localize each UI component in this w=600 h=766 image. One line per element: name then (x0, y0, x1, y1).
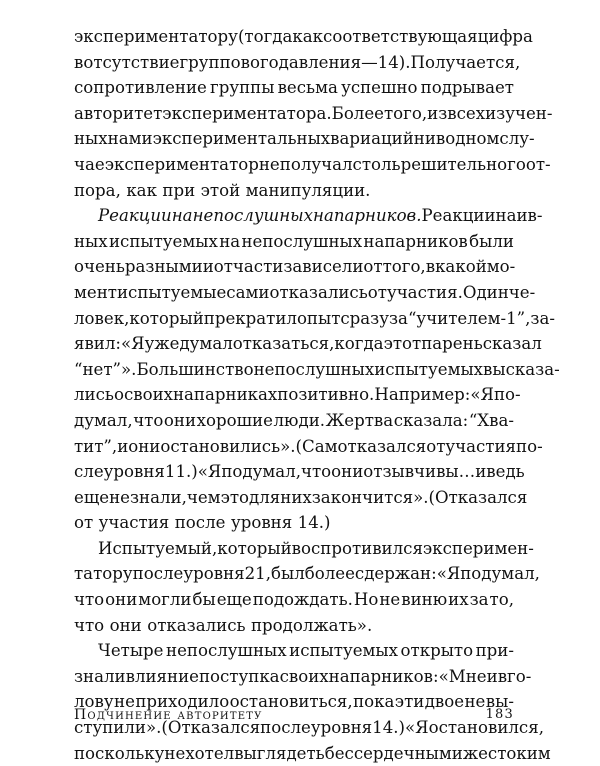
word: уровня (230, 513, 293, 533)
word: остановиться, (229, 692, 353, 712)
word: в (497, 666, 508, 686)
word: них (280, 487, 312, 507)
word: (Отказался (161, 718, 261, 738)
word: хорошие (196, 410, 273, 430)
word: Испытуемый, (98, 538, 218, 558)
word: и (486, 666, 498, 686)
paragraph (74, 203, 560, 536)
word: 14). (377, 52, 411, 72)
text-line (74, 408, 514, 434)
book-title: Подчинение авторитету (74, 707, 263, 723)
word: и (451, 743, 463, 763)
word: парень (421, 334, 483, 354)
word: по- (493, 385, 521, 405)
word: по- (516, 436, 543, 456)
word: непослушных (166, 641, 287, 661)
word: давления (278, 52, 362, 72)
text-line (74, 229, 514, 255)
italic-word: непослушных (192, 206, 314, 226)
word: для (249, 487, 281, 507)
word: от (74, 513, 94, 533)
word: ступили». (74, 718, 162, 738)
word: отказались (269, 282, 368, 302)
word: они (109, 615, 142, 635)
word: какой (435, 257, 487, 277)
text-line (74, 434, 543, 460)
word: продолжать». (251, 615, 373, 635)
word: думал (179, 334, 233, 354)
word: че- (508, 282, 536, 302)
word: отсутствие (83, 52, 180, 72)
word: ных (74, 129, 108, 149)
word: могли (138, 590, 192, 610)
text-line (74, 741, 551, 766)
word: как (126, 180, 157, 200)
word: поступка (198, 666, 280, 686)
word: цифра (477, 27, 533, 46)
word: группового (179, 52, 279, 72)
text-line (74, 152, 551, 178)
word: Реакции (421, 206, 496, 226)
page-text (74, 24, 560, 766)
word: выглядеть (234, 743, 325, 763)
word: того, (382, 257, 426, 277)
word: вариаций (330, 129, 414, 149)
word: что (74, 615, 105, 635)
word: в (435, 129, 446, 149)
word: 14.) (372, 718, 406, 738)
word: лись (74, 385, 114, 405)
word: Один (462, 282, 509, 302)
word: они (163, 410, 197, 430)
italic-word: Реакции (98, 206, 172, 226)
word: мент (74, 282, 117, 302)
text-line (74, 510, 514, 536)
word: сами (226, 282, 270, 302)
word: не (464, 692, 486, 712)
word: участия (445, 436, 517, 456)
italic-word: на (171, 206, 193, 226)
word: уже (144, 334, 180, 354)
word: они (331, 462, 364, 482)
word: от (426, 436, 446, 456)
word: еще (74, 487, 110, 507)
word: были (469, 231, 514, 251)
word: тит”, (74, 436, 118, 456)
word: когда (334, 334, 384, 354)
word: виню (401, 590, 448, 610)
word: своих (279, 666, 329, 686)
text-line (74, 485, 528, 511)
word: ных (74, 231, 108, 251)
word: татору (74, 564, 133, 584)
word: за- (530, 308, 555, 328)
word: и (117, 436, 129, 456)
word: наив- (495, 206, 543, 226)
word: эти (394, 692, 425, 712)
word: после (174, 513, 226, 533)
word: ловек, (74, 308, 130, 328)
word: они (128, 436, 161, 456)
paragraph (74, 638, 551, 766)
word: Четыре (98, 641, 164, 661)
word: экспериментатору (74, 27, 238, 46)
word: Большинство (136, 359, 254, 379)
word: всех (447, 103, 486, 123)
word: высказа- (483, 359, 560, 379)
word: подумал, (221, 462, 301, 482)
word: знали (74, 666, 126, 686)
word: приходило (135, 692, 230, 712)
word: ни (413, 129, 436, 149)
word: пора, (74, 180, 121, 200)
text-line (74, 75, 514, 101)
word: не (258, 154, 280, 174)
word: отказаться, (232, 334, 335, 354)
word: испытуемых (108, 231, 218, 251)
word: решительного (400, 154, 526, 174)
word: хотел (185, 743, 235, 763)
word: отказались (147, 615, 246, 635)
word: не (114, 692, 135, 712)
word: при (162, 180, 196, 200)
word: экспериментатора. (162, 103, 332, 123)
word: что (301, 462, 332, 482)
word: Жертва (325, 410, 394, 430)
word: “Хва- (468, 410, 514, 430)
word: участия. (386, 282, 463, 302)
word: Например: (374, 385, 471, 405)
word: за (389, 308, 408, 328)
text-line (74, 280, 536, 306)
word: жестоким (462, 743, 551, 763)
word: — (361, 52, 378, 72)
word: открыто (400, 641, 474, 661)
word: их (448, 590, 469, 610)
text-line (74, 178, 514, 204)
word: участия (98, 513, 170, 533)
word: изучен- (485, 103, 553, 123)
word: испытуемые (116, 282, 227, 302)
word: разными (124, 257, 203, 277)
word: подумал, (460, 564, 540, 584)
word: напарников (363, 231, 468, 251)
word: нами (107, 129, 153, 149)
word: закончится». (311, 487, 429, 507)
word: то, (489, 590, 514, 610)
word: «Я (436, 564, 461, 584)
word: Но (353, 590, 379, 610)
text-line (74, 24, 533, 50)
word: они (105, 590, 138, 610)
word: “учителем-1”, (407, 308, 531, 328)
word: непослушных (241, 231, 363, 251)
word: экспериментатор (104, 154, 259, 174)
word: испытуемых (374, 359, 484, 379)
word: авторитет (74, 103, 163, 123)
word: остановились». (160, 436, 296, 456)
text-line (74, 50, 521, 76)
word: этот (383, 334, 422, 354)
word: за (469, 590, 489, 610)
word: испытуемых (289, 641, 398, 661)
word: мо- (486, 257, 516, 277)
text-line (74, 638, 514, 664)
word: (Отказался (428, 487, 528, 507)
word: сказала: (393, 410, 469, 430)
word: своих (123, 385, 173, 405)
text-line (74, 126, 535, 152)
word: этой (200, 180, 241, 200)
text-line (74, 587, 514, 613)
word: экспериментальных (152, 129, 331, 149)
word: после (132, 564, 184, 584)
running-footer (74, 707, 514, 723)
word: подождать. (252, 590, 353, 610)
word: более (304, 564, 355, 584)
word: “нет”». (74, 359, 137, 379)
word: успешно (341, 78, 418, 98)
text-line (74, 459, 525, 485)
word: опыт (296, 308, 341, 328)
word: бы (192, 590, 216, 610)
word: позитивно. (277, 385, 375, 405)
word: эксперимен- (422, 538, 534, 558)
word: весьма (277, 78, 338, 98)
word: явил: (74, 334, 122, 354)
word: получал (279, 154, 353, 174)
word: Получается, (410, 52, 521, 72)
text-line (74, 254, 514, 280)
word: лову (74, 692, 114, 712)
word: слу- (499, 129, 535, 149)
word: отчасти (213, 257, 284, 277)
word: что (133, 410, 164, 430)
word: влияние (125, 666, 199, 686)
word: сле (74, 462, 104, 482)
text-line (74, 331, 542, 357)
text-line (74, 357, 560, 383)
word: (Сам (295, 436, 338, 456)
word: 14.) (297, 513, 331, 533)
word: в (74, 52, 84, 72)
text-line (74, 536, 534, 562)
text-line (74, 613, 514, 639)
word: отказался (337, 436, 427, 456)
word: уровня (183, 564, 245, 584)
word: двое (424, 692, 465, 712)
word: ведь (486, 462, 525, 482)
word: люди. (273, 410, 326, 430)
word: пока (353, 692, 395, 712)
word: уровня (310, 718, 373, 738)
word: уровня (103, 462, 165, 482)
word: «Мне (438, 666, 487, 686)
word: соответствующая (323, 27, 478, 46)
word: очень (74, 257, 125, 277)
word: не (164, 743, 186, 763)
word: не (379, 590, 401, 610)
text-line (74, 203, 543, 229)
word: столь (352, 154, 401, 174)
text-line (74, 101, 553, 127)
word: (тогда (237, 27, 293, 46)
word: поскольку (74, 743, 165, 763)
word: зависели (283, 257, 364, 277)
word: бессердечным (324, 743, 452, 763)
word: от- (525, 154, 551, 174)
word: не (109, 487, 130, 507)
word: напарников: (328, 666, 439, 686)
word: на (219, 231, 241, 251)
paragraph (74, 24, 553, 203)
word: манипуляции. (245, 180, 371, 200)
word: непослушных (253, 359, 375, 379)
word: который (217, 538, 292, 558)
word: который (129, 308, 204, 328)
word: прекратил (203, 308, 297, 328)
word: сразу (340, 308, 389, 328)
word: и (475, 462, 487, 482)
word: чае (74, 154, 105, 174)
word: от (363, 257, 383, 277)
word: «Я (405, 718, 429, 738)
word: чем (186, 487, 221, 507)
word: как (292, 27, 324, 46)
word: го- (507, 666, 532, 686)
word: от (367, 282, 387, 302)
word: еще (216, 590, 252, 610)
word: сопротивление (74, 78, 207, 98)
word: «Я (121, 334, 145, 354)
word: из (427, 103, 448, 123)
word: того, (384, 103, 428, 123)
word: «Я (197, 462, 222, 482)
word: сказал (482, 334, 542, 354)
word: воспротивился (291, 538, 423, 558)
word: 21, (244, 564, 271, 584)
text-line (74, 306, 555, 332)
paragraph (74, 536, 540, 638)
word: был (271, 564, 305, 584)
word: остановился, (428, 718, 544, 738)
text-line (74, 664, 532, 690)
word: думал, (74, 410, 133, 430)
word: после (260, 718, 311, 738)
text-line (74, 382, 521, 408)
word: группы (210, 78, 275, 98)
word: подрывает (420, 78, 514, 98)
word: это (220, 487, 250, 507)
word: одном (445, 129, 500, 149)
word: отзывчивы… (363, 462, 476, 482)
word: 11.) (164, 462, 198, 482)
word: сдержан: (354, 564, 437, 584)
word: в (425, 257, 436, 277)
page-number: 183 (485, 707, 514, 722)
word: Более (331, 103, 384, 123)
word: о (113, 385, 124, 405)
word: знали, (129, 487, 187, 507)
word: что (74, 590, 105, 610)
text-line (74, 561, 540, 587)
word: и (202, 257, 214, 277)
word: «Я (470, 385, 494, 405)
word: вы- (485, 692, 514, 712)
word: напарниках (172, 385, 278, 405)
word: при- (475, 641, 514, 661)
italic-word: напарников. (313, 206, 422, 226)
